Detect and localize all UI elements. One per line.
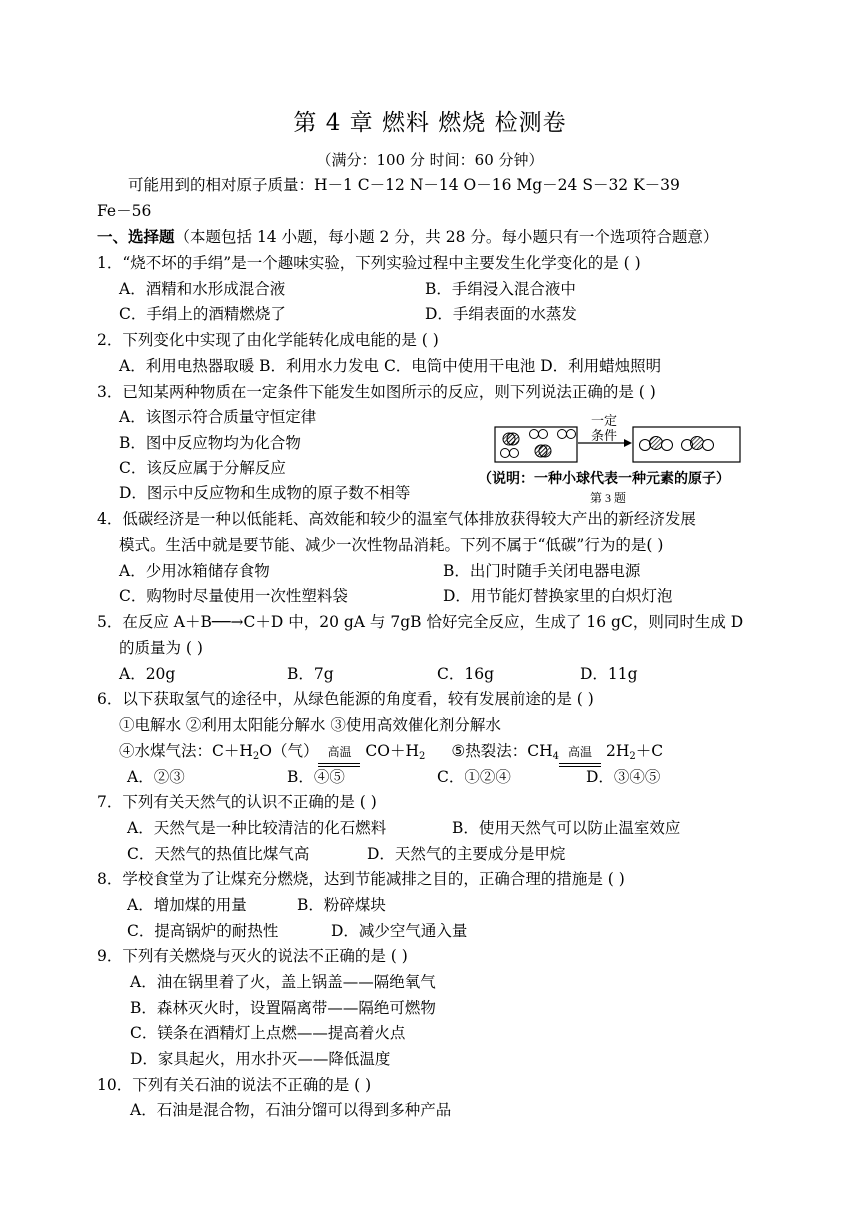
reactant-atom-white [558, 430, 567, 439]
q6-option-b: B．④⑤ [287, 768, 345, 786]
q4-option-c: C．购物时尽量使用一次性塑料袋 [119, 587, 348, 605]
product-atom-white [703, 440, 714, 451]
q3-option-c: C．该反应属于分解反应 [119, 459, 286, 477]
reactant-atom-white [567, 430, 576, 439]
reactant-atom-hatched [507, 433, 519, 445]
reactant-atom-white [539, 430, 548, 439]
q2-options: A．利用电热器取暖 B．利用水力发电 C．电筒中使用干电池 D．利用蜡烛照明 [119, 357, 662, 375]
q4-option-b: B．出门时随手关闭电器电源 [443, 562, 641, 580]
q9-option-d: D．家具起火，用水扑灭——降低温度 [130, 1050, 391, 1068]
q5-option-d: D．11g [580, 665, 638, 683]
reaction-arrow-head [624, 439, 632, 447]
q1-option-a: A．酒精和水形成混合液 [119, 280, 286, 298]
subtitle: （满分：100 分 时间：60 分钟） [316, 151, 544, 169]
q3-option-b: B．图中反应物均为化合物 [119, 434, 301, 452]
q6-option-a: A．②③ [127, 768, 185, 786]
q2-stem: 2．下列变化中实现了由化学能转化成电能的是 ( ) [97, 331, 439, 349]
q6-m5-post: 2H [601, 742, 630, 760]
q1-option-b: B．手绢浸入混合液中 [425, 280, 576, 298]
reactant-atom-white [501, 449, 510, 458]
fig-caption: 第 3 题 [589, 491, 627, 505]
q6-m4-condition: 高温 [318, 742, 360, 762]
q9-stem: 9．下列有关燃烧与灭火的说法不正确的是 ( ) [97, 947, 408, 965]
q6-m4-sub: 2 [252, 751, 260, 762]
q10-option-a: A．石油是混合物，石油分馏可以得到多种产品 [130, 1101, 452, 1119]
fig-note: （说明：一种小球代表一种元素的原子） [478, 472, 730, 487]
q6-m5-post-sub: 2 [629, 751, 636, 762]
q5-option-b: B．7g [287, 665, 334, 683]
q8-option-d: D．减少空气通入量 [331, 922, 468, 940]
q9-option-a: A．油在锅里着了火，盖上锅盖——隔绝氧气 [130, 973, 436, 991]
q5-stem-2: 的质量为 ( ) [119, 639, 203, 657]
section-instruction: （本题包括 14 小题，每小题 2 分，共 28 分。每小题只有一个选项符合题意） [174, 228, 719, 246]
section-heading [97, 227, 718, 247]
q6-stem: 6．以下获取氢气的途径中，从绿色能源的角度看，较有发展前途的是 ( ) [97, 690, 594, 708]
q8-option-a: A．增加煤的用量 [127, 896, 247, 914]
atomic-masses-line2: Fe－56 [97, 202, 152, 220]
q6-m5-tail: ＋C [635, 742, 664, 760]
q1-option-c: C．手绢上的酒精燃烧了 [119, 305, 286, 323]
q6-m4-post-sub: 2 [419, 751, 426, 762]
q3-stem: 3．已知某两种物质在一定条件下能发生如图所示的反应，则下列说法正确的是 ( ) [97, 383, 656, 401]
reactant-atom-white [510, 449, 519, 458]
q5-option-a: A．20g [119, 665, 176, 683]
q1-option-d: D．手绢表面的水蒸发 [425, 305, 577, 323]
q6-m5-condition: 高温 [559, 742, 601, 762]
reaction-diagram-svg [478, 413, 750, 505]
reaction-diagram [478, 413, 750, 505]
q4-option-a: A．少用冰箱储存食物 [119, 562, 270, 580]
q4-stem-2: 模式。生活中就是要节能、减少一次性物品消耗。下列不属于“低碳”行为的是( ) [119, 536, 664, 554]
q6-methods-2 [119, 741, 663, 767]
q10-stem: 10．下列有关石油的说法不正确的是 ( ) [97, 1076, 372, 1094]
q8-option-c: C．提高锅炉的耐热性 [127, 922, 279, 940]
q8-option-b: B．粉碎煤块 [297, 896, 386, 914]
q3-option-a: A．该图示符合质量守恒定律 [119, 408, 317, 426]
q7-option-a: A．天然气是一种比较清洁的化石燃料 [127, 819, 387, 837]
section-heading-label: 一、选择题 [97, 227, 175, 246]
q4-stem-1: 4．低碳经济是一种以低能耗、高效能和较少的温室气体排放获得较大产出的新经济发展 [97, 510, 696, 528]
q6-option-c: C．①②④ [437, 768, 511, 786]
q6-methods-1: ①电解水 ②利用太阳能分解水 ③使用高效催化剂分解水 [119, 716, 501, 734]
q6-m4-pre: ④水煤气法：C＋H [119, 742, 253, 760]
q5-stem-1: 5．在反应 A＋B──→C＋D 中，20 gA 与 7gB 恰好完全反应，生成了 16 gC，则同时生成 D [97, 613, 744, 631]
q3-option-d: D．图示中反应物和生成物的原子数不相等 [119, 484, 411, 502]
product-atom-white [662, 440, 673, 451]
reactant-atom-hatched [539, 445, 551, 457]
q6-option-d: D．③④⑤ [586, 768, 661, 786]
page-title: 第 4 章 燃料 燃烧 检测卷 [293, 110, 567, 136]
q7-stem: 7．下列有关天然气的认识不正确的是 ( ) [97, 793, 377, 811]
fig-condition-bottom: 条件 [590, 428, 618, 443]
fig-condition-top: 一定 [590, 413, 618, 428]
q6-m4-post: CO＋H [360, 742, 419, 760]
product-atom-hatched [650, 437, 663, 450]
q9-option-b: B．森林灭火时，设置隔离带——隔绝可燃物 [130, 999, 436, 1017]
q4-option-d: D．用节能灯替换家里的白炽灯泡 [443, 587, 673, 605]
q7-option-d: D．天然气的主要成分是甲烷 [367, 845, 566, 863]
product-atom-white [640, 440, 651, 451]
q6-m5-pre: ⑤热裂法：CH [451, 742, 553, 760]
reactant-atom-white [530, 430, 539, 439]
q6-m4-mid: O（气） [259, 742, 319, 760]
q1-stem: 1．“烧不坏的手绢”是一个趣味实验，下列实验过程中主要发生化学变化的是 ( ) [97, 254, 641, 272]
product-atom-hatched [691, 437, 704, 450]
q6-m5-sub: 4 [552, 751, 560, 762]
q7-option-c: C．天然气的热值比煤气高 [127, 845, 310, 863]
atomic-masses-line1: 可能用到的相对原子质量：H－1 C－12 N－14 O－16 Mg－24 S－32 K－39 [128, 176, 680, 194]
q9-option-c: C．镁条在酒精灯上点燃——提高着火点 [130, 1024, 406, 1042]
q8-stem: 8．学校食堂为了让煤充分燃烧，达到节能减排之目的，正确合理的措施是 ( ) [97, 870, 625, 888]
q5-option-c: C．16g [437, 665, 495, 683]
q7-option-b: B．使用天然气可以防止温室效应 [452, 819, 681, 837]
